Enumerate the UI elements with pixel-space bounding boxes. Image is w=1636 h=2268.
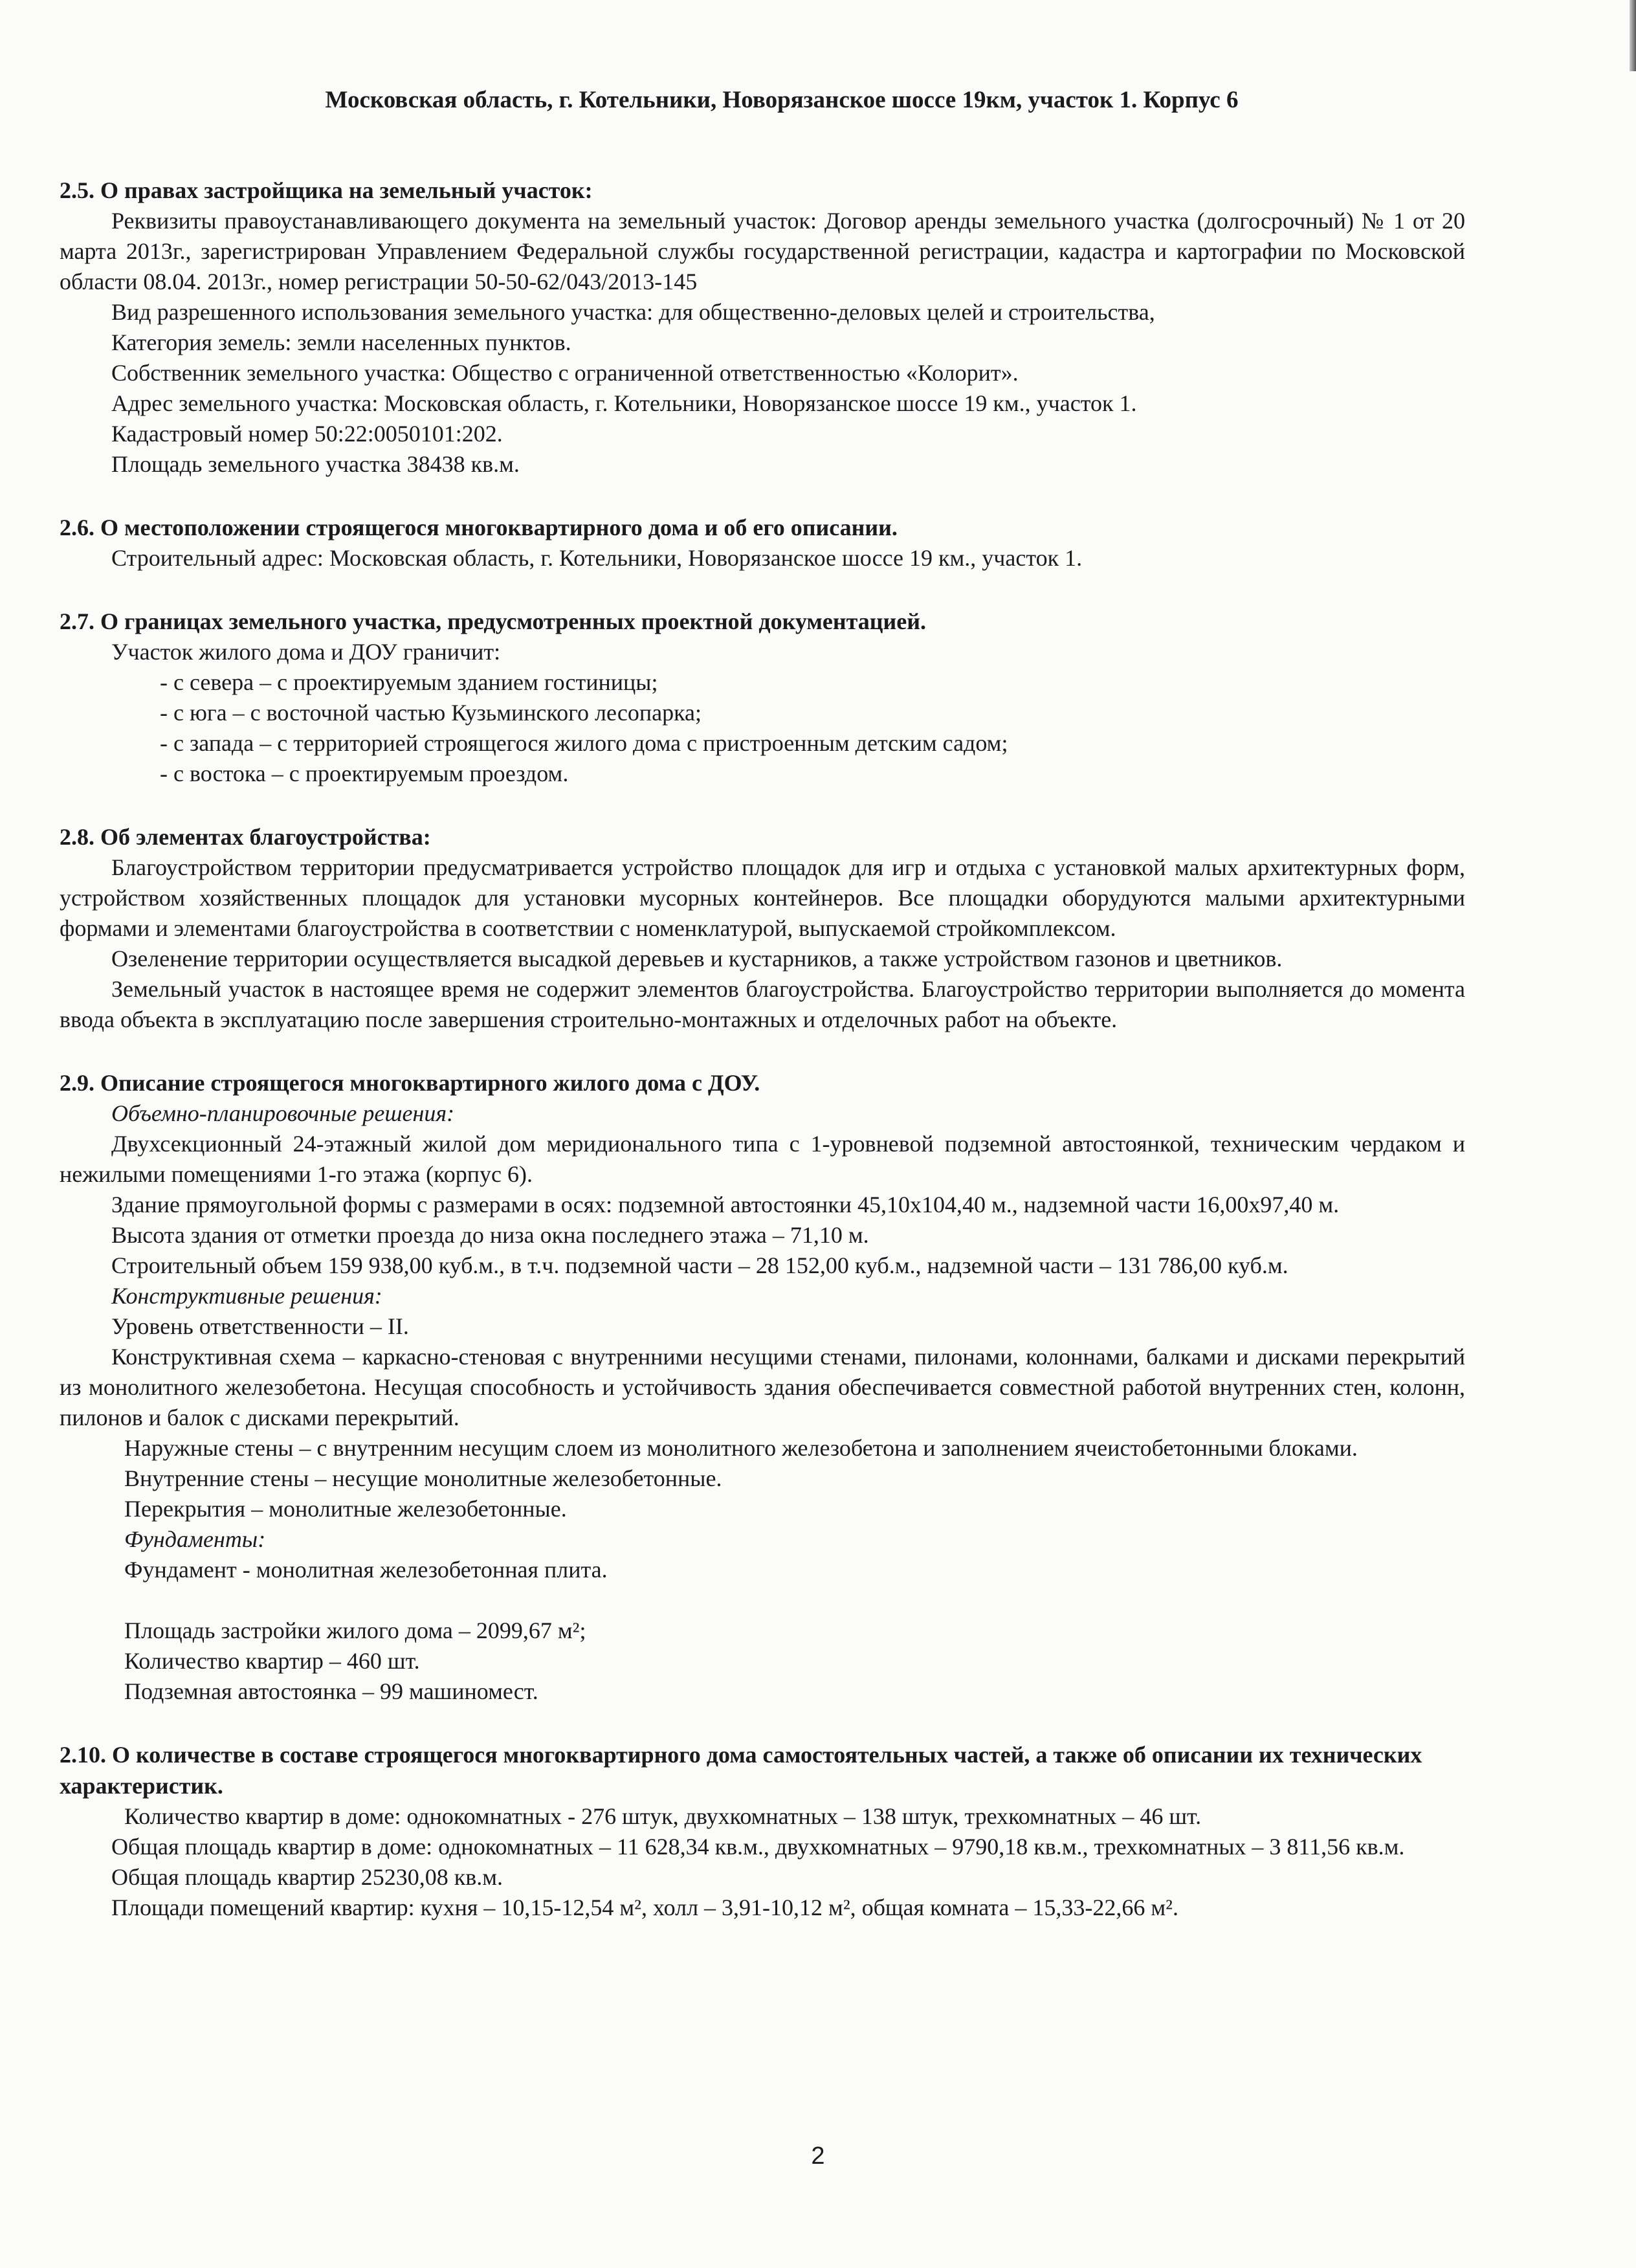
paragraph: Общая площадь квартир в доме: однокомнатных – 11 628,34 кв.м., двухкомнатных – 9790,18 кв.м., трехкомнатных – 3 811,56 кв.м. [111, 1834, 1405, 1860]
page-number: 2 [811, 2142, 825, 2170]
list-item: - с севера – с проектируемым зданием гостиницы; [160, 669, 658, 695]
paragraph: Высота здания от отметки проезда до низа окна последнего этажа – 71,10 м. [111, 1222, 869, 1248]
section-title: 2.8. Об элементах благоустройства: [60, 824, 431, 850]
paragraph: Участок жилого дома и ДОУ граничит: [111, 639, 501, 665]
subheading: Фундаменты: [124, 1526, 266, 1552]
boundary-list [60, 667, 1465, 789]
section-2-5 [60, 175, 1465, 480]
paragraph: Общая площадь квартир 25230,08 кв.м. [111, 1864, 503, 1890]
section-title: 2.9. Описание строящегося многоквартирного жилого дома с ДОУ. [60, 1070, 760, 1096]
section-2-8 [60, 821, 1465, 1035]
paragraph: Количество квартир – 460 шт. [124, 1648, 420, 1674]
section-2-6 [60, 512, 1465, 573]
spacer [60, 1585, 1465, 1616]
paragraph: Здание прямоугольной формы с размерами в осях: подземной автостоянки 45,10х104,40 м., надземной части 16,00х97,40 м. [111, 1192, 1340, 1217]
paragraph: Строительный объем 159 938,00 куб.м., в т.ч. подземной части – 28 152,00 куб.м., надземной части – 131 786,00 куб.м. [111, 1252, 1288, 1278]
paragraph: Категория земель: земли населенных пунктов. [111, 329, 571, 355]
section-title: 2.7. О границах земельного участка, предусмотренных проектной документацией. [60, 608, 926, 634]
page-header: Московская область, г. Котельники, Новорязанское шоссе 19км, участок 1. Корпус 6 [325, 87, 1239, 113]
paragraph: Площадь застройки жилого дома – 2099,67 м²; [124, 1618, 586, 1643]
paragraph: Строительный адрес: Московская область, г. Котельники, Новорязанское шоссе 19 км., участок 1. [111, 545, 1083, 571]
document-page [60, 84, 1465, 1955]
paragraph: Подземная автостоянка – 99 машиномест. [124, 1678, 538, 1704]
scan-edge [1630, 0, 1636, 71]
paragraph: Адрес земельного участка: Московская область, г. Котельники, Новорязанское шоссе 19 км., участок 1. [111, 390, 1137, 416]
list-item: - с востока – с проектируемым проездом. [160, 761, 569, 786]
paragraph: Наружные стены – с внутренним несущим слоем из монолитного железобетона и заполнением ячеистобетонными блоками. [124, 1435, 1358, 1461]
paragraph: Перекрытия – монолитные железобетонные. [124, 1496, 567, 1522]
paragraph: Земельный участок в настоящее время не содержит элементов благоустройства. Благоустройство территории выполняется до момента ввода объекта в эксплуатацию после завершения строительно-монтажных и отделочных работ на объекте. [60, 976, 1465, 1032]
paragraph: Реквизиты правоустанавливающего документа на земельный участок: Договор аренды земельного участка (долгосрочный) № 1 от 20 марта 2013г., зарегистрирован Управлением Федеральной службы государственной регистрации, кадастра и картографии по Московской области 08.04. 2013г., номер регистрации 50-50-62/043/2013-145 [60, 208, 1465, 295]
subheading: Объемно-планировочные решения: [111, 1100, 455, 1126]
paragraph: Площади помещений квартир: кухня – 10,15-12,54 м², холл – 3,91-10,12 м², общая комната – 15,33-22,66 м². [111, 1895, 1178, 1920]
section-title: 2.10. О количестве в составе строящегося многоквартирного дома самостоятельных частей, а также об описании их технических характеристик. [60, 1742, 1422, 1799]
paragraph: Количество квартир в доме: однокомнатных - 276 штук, двухкомнатных – 138 штук, трехкомнатных – 46 шт. [124, 1803, 1202, 1829]
subheading: Конструктивные решения: [111, 1283, 382, 1309]
paragraph: Собственник земельного участка: Общество с ограниченной ответственностью «Колорит». [111, 360, 1019, 386]
paragraph: Внутренние стены – несущие монолитные железобетонные. [124, 1465, 722, 1491]
paragraph: Уровень ответственности – II. [111, 1313, 409, 1339]
paragraph: Площадь земельного участка 38438 кв.м. [111, 451, 520, 477]
section-title: 2.6. О местоположении строящегося многоквартирного дома и об его описании. [60, 515, 898, 540]
paragraph: Кадастровый номер 50:22:0050101:202. [111, 421, 503, 447]
paragraph: Благоустройством территории предусматривается устройство площадок для игр и отдыха с установкой малых архитектурных форм, устройством хозяйственных площадок для установки мусорных контейнеров. Все площадки оборудуются малыми архитектурными формами и элементами благоустройства в соответствии с номенклатурой, выпускаемой стройкомплексом. [60, 854, 1465, 941]
paragraph: Конструктивная схема – каркасно-стеновая с внутренними несущими стенами, пилонами, колоннами, балками и дисками перекрытий из монолитного железобетона. Несущая способность и устойчивость здания обеспечивается совместной работой внутренних стен, колонн, пилонов и балок с дисками перекрытий. [60, 1344, 1465, 1430]
section-title: 2.5. О правах застройщика на земельный участок: [60, 177, 593, 203]
list-item: - с запада – с территорией строящегося жилого дома с пристроенным детским садом; [160, 730, 1008, 756]
section-2-9 [60, 1067, 1465, 1707]
list-item: - с юга – с восточной частью Кузьминского лесопарка; [160, 700, 702, 726]
paragraph: Двухсекционный 24-этажный жилой дом меридионального типа с 1-уровневой подземной автостоянкой, техническим чердаком и нежилыми помещениями 1-го этажа (корпус 6). [60, 1131, 1465, 1187]
paragraph: Фундамент - монолитная железобетонная плита. [124, 1557, 608, 1583]
section-2-7 [60, 606, 1465, 789]
section-2-10 [60, 1739, 1465, 1923]
paragraph: Озеленение территории осуществляется высадкой деревьев и кустарников, а также устройством газонов и цветников. [111, 946, 1283, 972]
paragraph: Вид разрешенного использования земельного участка: для общественно-деловых целей и строительства, [111, 299, 1155, 325]
